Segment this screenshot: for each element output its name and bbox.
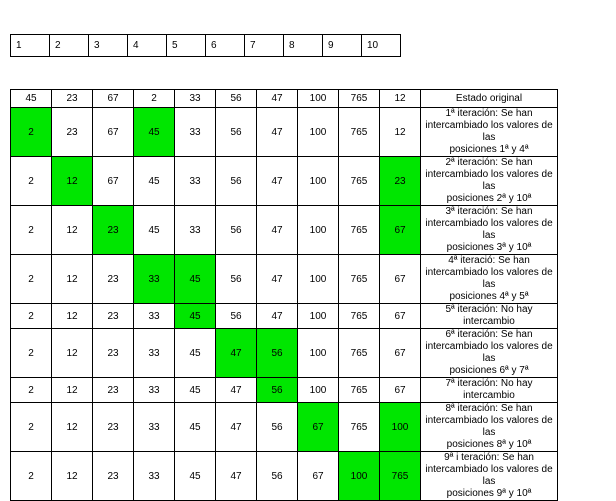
value-cell: 2 (11, 403, 52, 452)
description-line: posiciones 9ª y 10ª (446, 488, 532, 499)
value-cell: 765 (339, 304, 380, 329)
highlighted-value-cell: 23 (93, 206, 134, 255)
value-cell: 47 (257, 255, 298, 304)
value-cell: 23 (52, 108, 93, 157)
iteration-description-cell (421, 108, 558, 157)
value-cell: 56 (257, 403, 298, 452)
value-cell: 100 (298, 378, 339, 403)
value-cell: 67 (380, 255, 421, 304)
value-cell: 33 (175, 90, 216, 108)
description-line: 7ª iteración: No hay intercambio (445, 378, 533, 401)
value-cell: 56 (216, 206, 257, 255)
iteration-description-cell (421, 90, 558, 108)
value-cell: 12 (52, 206, 93, 255)
description-line: posiciones 2ª y 10ª (446, 193, 532, 204)
iteration-row (11, 157, 558, 206)
value-cell: 45 (175, 452, 216, 501)
value-cell: 765 (339, 378, 380, 403)
value-cell: 45 (175, 403, 216, 452)
value-cell: 23 (93, 255, 134, 304)
value-cell: 47 (216, 403, 257, 452)
value-cell: 12 (380, 108, 421, 157)
description-line: 9ª i teración: Se han (444, 452, 534, 463)
iteration-row (11, 452, 558, 501)
description-line: posiciones 4ª y 5ª (449, 291, 529, 302)
value-cell: 765 (339, 255, 380, 304)
sort-iterations-table (10, 89, 558, 501)
value-cell: 12 (52, 329, 93, 378)
position-header-cell: 9 (323, 35, 362, 57)
value-cell: 100 (298, 90, 339, 108)
value-cell: 765 (339, 90, 380, 108)
iteration-row (11, 206, 558, 255)
iteration-description-cell (421, 452, 558, 501)
position-header-cell: 5 (167, 35, 206, 57)
value-cell: 2 (11, 304, 52, 329)
value-cell: 33 (134, 329, 175, 378)
description-line: intercambiado los valores de las (425, 169, 553, 192)
position-header-cell: 7 (245, 35, 284, 57)
value-cell: 47 (257, 206, 298, 255)
description-line: posiciones 6ª y 7ª (449, 365, 529, 376)
value-cell: 2 (11, 255, 52, 304)
value-cell: 33 (134, 378, 175, 403)
value-cell: 67 (298, 452, 339, 501)
value-cell: 56 (216, 157, 257, 206)
description-line: intercambiado los valores de las (425, 341, 553, 364)
iteration-description-cell (421, 206, 558, 255)
description-line: 8ª iteración: Se han (445, 403, 533, 414)
description-line: posiciones 1ª y 4ª (449, 144, 529, 155)
value-cell: 2 (134, 90, 175, 108)
description-line: intercambiado los valores de las (425, 120, 553, 143)
value-cell: 33 (175, 108, 216, 157)
value-cell: 56 (216, 304, 257, 329)
iteration-row (11, 378, 558, 403)
highlighted-value-cell: 100 (380, 403, 421, 452)
highlighted-value-cell: 100 (339, 452, 380, 501)
position-header-cell: 10 (362, 35, 401, 57)
value-cell: 47 (257, 157, 298, 206)
value-cell: 2 (11, 329, 52, 378)
description-line: 3ª iteración: Se han (445, 206, 533, 217)
value-cell: 33 (175, 206, 216, 255)
iteration-description-cell (421, 378, 558, 403)
highlighted-value-cell: 765 (380, 452, 421, 501)
value-cell: 12 (52, 255, 93, 304)
value-cell: 67 (93, 108, 134, 157)
value-cell: 45 (134, 157, 175, 206)
description-line: 2ª iteración: Se han (445, 157, 533, 168)
description-line: 1ª iteración: Se han (445, 108, 533, 119)
value-cell: 56 (257, 452, 298, 501)
value-cell: 67 (380, 378, 421, 403)
highlighted-value-cell: 67 (298, 403, 339, 452)
position-header-cell: 1 (11, 35, 50, 57)
description-line: intercambiado los valores de las (425, 464, 553, 487)
highlighted-value-cell: 67 (380, 206, 421, 255)
value-cell: 67 (93, 90, 134, 108)
position-header-cell: 3 (89, 35, 128, 57)
value-cell: 765 (339, 157, 380, 206)
iteration-description-cell (421, 304, 558, 329)
value-cell: 67 (380, 304, 421, 329)
value-cell: 45 (175, 329, 216, 378)
highlighted-value-cell: 45 (175, 255, 216, 304)
value-cell: 33 (175, 157, 216, 206)
iteration-description-cell (421, 329, 558, 378)
highlighted-value-cell: 2 (11, 108, 52, 157)
value-cell: 12 (52, 452, 93, 501)
iteration-description-cell (421, 157, 558, 206)
value-cell: 45 (134, 206, 175, 255)
value-cell: 100 (298, 157, 339, 206)
value-cell: 100 (298, 329, 339, 378)
position-header-row (11, 35, 401, 57)
value-cell: 47 (257, 90, 298, 108)
value-cell: 2 (11, 378, 52, 403)
value-cell: 2 (11, 452, 52, 501)
highlighted-value-cell: 23 (380, 157, 421, 206)
description-line: Estado original (455, 92, 523, 104)
value-cell: 100 (298, 108, 339, 157)
value-cell: 23 (52, 90, 93, 108)
value-cell: 12 (380, 90, 421, 108)
position-header-cell: 4 (128, 35, 167, 57)
value-cell: 67 (380, 329, 421, 378)
value-cell: 100 (298, 206, 339, 255)
value-cell: 56 (216, 255, 257, 304)
iteration-row (11, 108, 558, 157)
iteration-row (11, 304, 558, 329)
value-cell: 23 (93, 304, 134, 329)
position-header-cell: 6 (206, 35, 245, 57)
value-cell: 100 (298, 304, 339, 329)
value-cell: 47 (216, 378, 257, 403)
value-cell: 47 (257, 304, 298, 329)
highlighted-value-cell: 56 (257, 329, 298, 378)
value-cell: 765 (339, 206, 380, 255)
description-line: intercambiado los valores de las (425, 267, 553, 290)
position-header-table (10, 34, 401, 57)
value-cell: 765 (339, 108, 380, 157)
value-cell: 100 (298, 255, 339, 304)
value-cell: 2 (11, 157, 52, 206)
iteration-row (11, 255, 558, 304)
value-cell: 33 (134, 304, 175, 329)
value-cell: 765 (339, 403, 380, 452)
value-cell: 2 (11, 206, 52, 255)
iteration-description-cell (421, 403, 558, 452)
value-cell: 33 (134, 452, 175, 501)
value-cell: 23 (93, 329, 134, 378)
description-line: 5ª iteración: No hay intercambio (445, 304, 533, 327)
position-header-cell: 2 (50, 35, 89, 57)
position-header-cell: 8 (284, 35, 323, 57)
description-line: posiciones 8ª y 10ª (446, 439, 532, 450)
value-cell: 12 (52, 378, 93, 403)
value-cell: 33 (134, 403, 175, 452)
value-cell: 47 (257, 108, 298, 157)
value-cell: 67 (93, 157, 134, 206)
iteration-row (11, 329, 558, 378)
value-cell: 45 (11, 90, 52, 108)
description-line: posiciones 3ª y 10ª (446, 242, 532, 253)
iteration-row (11, 403, 558, 452)
value-cell: 765 (339, 329, 380, 378)
highlighted-value-cell: 56 (257, 378, 298, 403)
value-cell: 56 (216, 108, 257, 157)
iteration-description-cell (421, 255, 558, 304)
highlighted-value-cell: 47 (216, 329, 257, 378)
value-cell: 23 (93, 403, 134, 452)
highlighted-value-cell: 33 (134, 255, 175, 304)
value-cell: 12 (52, 403, 93, 452)
value-cell: 23 (93, 452, 134, 501)
value-cell: 12 (52, 304, 93, 329)
highlighted-value-cell: 12 (52, 157, 93, 206)
value-cell: 45 (175, 378, 216, 403)
highlighted-value-cell: 45 (175, 304, 216, 329)
value-cell: 56 (216, 90, 257, 108)
description-line: intercambiado los valores de las (425, 218, 553, 241)
original-state-row (11, 90, 558, 108)
description-line: 6ª iteración: Se han (445, 329, 533, 340)
highlighted-value-cell: 45 (134, 108, 175, 157)
description-line: 4ª iteració: Se han (448, 255, 530, 266)
value-cell: 23 (93, 378, 134, 403)
value-cell: 47 (216, 452, 257, 501)
description-line: intercambiado los valores de las (425, 415, 553, 438)
